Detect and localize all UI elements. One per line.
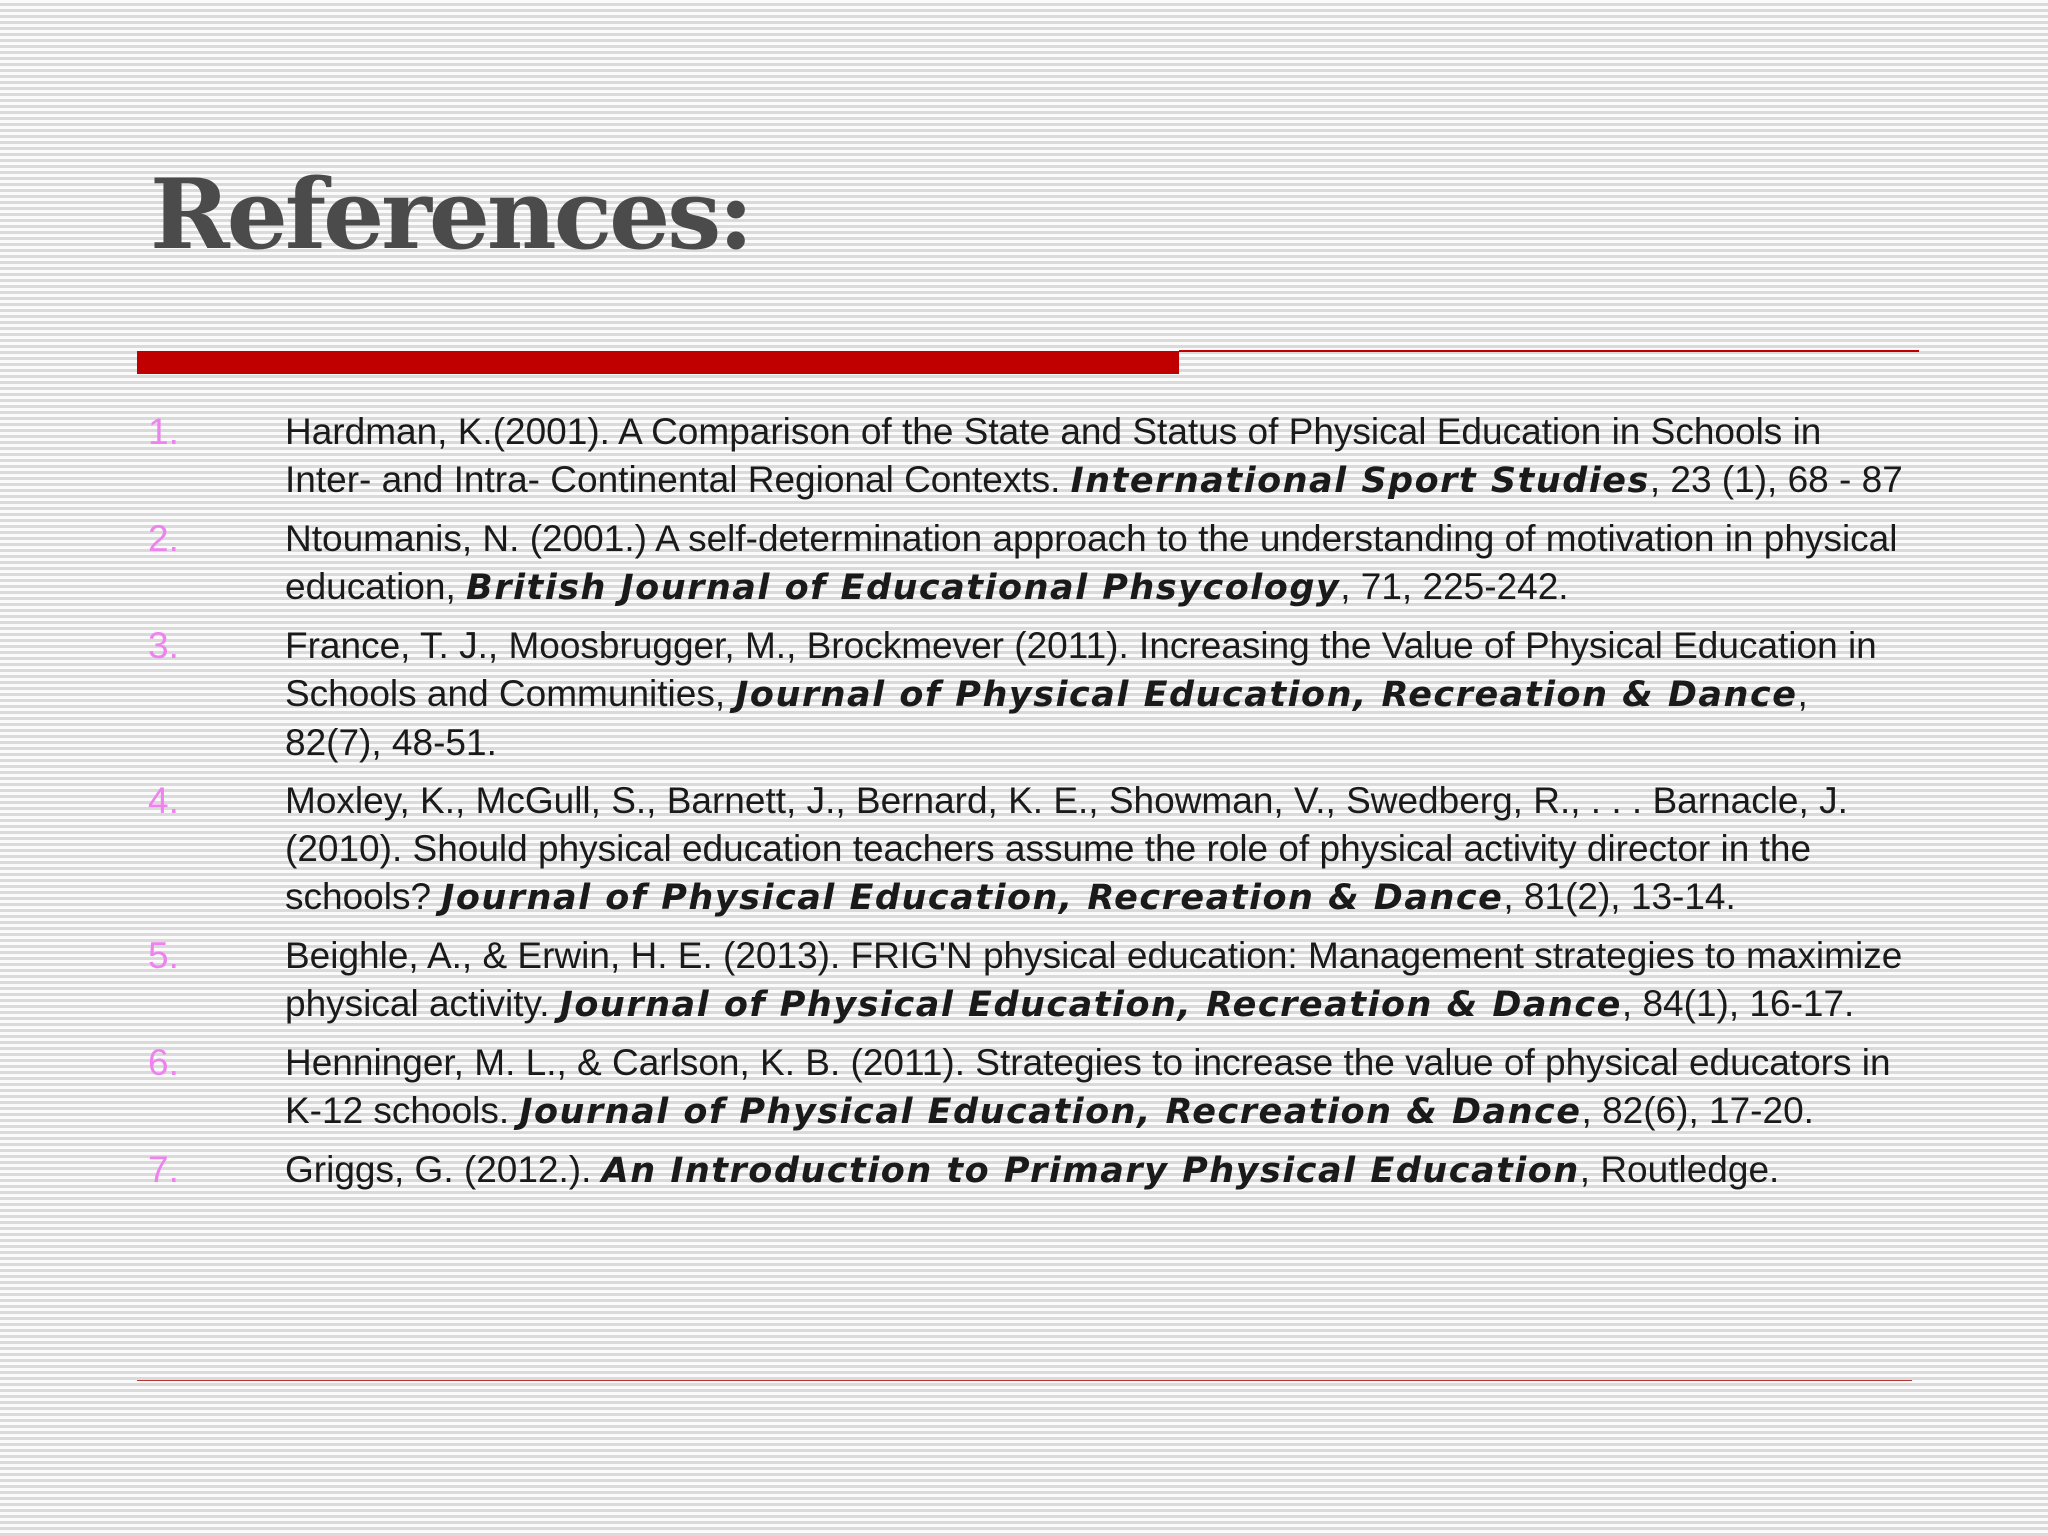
reference-text: Hardman, K.(2001). A Comparison of the State and Status of Physical Education in Schools in Inter- and Intra- Continental Regional Contexts.	[285, 411, 1822, 500]
reference-number: 1.	[148, 411, 179, 452]
reference-list	[0, 408, 1905, 1205]
reference-item	[0, 777, 1905, 922]
reference-number: 4.	[148, 780, 179, 821]
reference-item	[0, 932, 1905, 1029]
reference-details: , 82(7), 48-51.	[285, 673, 1808, 763]
reference-number: 3.	[148, 625, 179, 666]
reference-text: Henninger, M. L., & Carlson, K. B. (2011). Strategies to increase the value of physical educators in K-12 schools.	[285, 1042, 1891, 1131]
reference-journal: Journal of Physical Education, Recreation & Dance	[559, 985, 1622, 1025]
reference-number: 2.	[148, 518, 179, 559]
reference-journal: An Introduction to Primary Physical Education	[601, 1151, 1580, 1191]
reference-journal: British Journal of Educational Phsycology	[466, 568, 1341, 608]
reference-details: , 23 (1), 68 - 87	[1649, 459, 1903, 500]
title-divider-thick	[137, 351, 1179, 374]
reference-journal: Journal of Physical Education, Recreation & Dance	[735, 675, 1798, 715]
title-divider-thin	[1179, 350, 1919, 352]
reference-text: Beighle, A., & Erwin, H. E. (2013). FRIG'N physical education: Management strategies to maximize physical activity.	[285, 935, 1903, 1024]
reference-item	[0, 622, 1905, 767]
reference-number: 5.	[148, 935, 179, 976]
reference-details: , 81(2), 13-14.	[1503, 876, 1736, 917]
reference-details: , Routledge.	[1579, 1149, 1780, 1190]
reference-item	[0, 515, 1905, 612]
reference-details: , 84(1), 16-17.	[1621, 983, 1855, 1024]
reference-text: Ntoumanis, N. (2001.) A self-determination approach to the understanding of motivation in physical education,	[285, 518, 1898, 607]
reference-item	[0, 1039, 1905, 1136]
reference-journal: International Sport Studies	[1070, 461, 1650, 501]
reference-number: 6.	[148, 1042, 179, 1083]
reference-journal: Journal of Physical Education, Recreation & Dance	[441, 878, 1504, 918]
reference-details: , 71, 225-242.	[1340, 566, 1569, 607]
reference-item	[0, 408, 1905, 505]
reference-text: France, T. J., Moosbrugger, M., Brockmever (2011). Increasing the Value of Physical Education in Schools and Communities,	[285, 625, 1877, 714]
reference-journal: Journal of Physical Education, Recreation & Dance	[519, 1092, 1582, 1132]
reference-text: Moxley, K., McGull, S., Barnett, J., Bernard, K. E., Showman, V., Swedberg, R., . . . Barnacle, J. (2010). Should physical education teachers assume the role of physical activity director in the schools?	[285, 780, 1848, 917]
page-title: References:	[150, 158, 751, 271]
reference-number: 7.	[148, 1149, 179, 1190]
reference-details: , 82(6), 17-20.	[1581, 1090, 1814, 1131]
reference-item	[0, 1146, 1905, 1195]
reference-text: Griggs, G. (2012.).	[285, 1149, 602, 1190]
bottom-divider	[137, 1380, 1912, 1381]
